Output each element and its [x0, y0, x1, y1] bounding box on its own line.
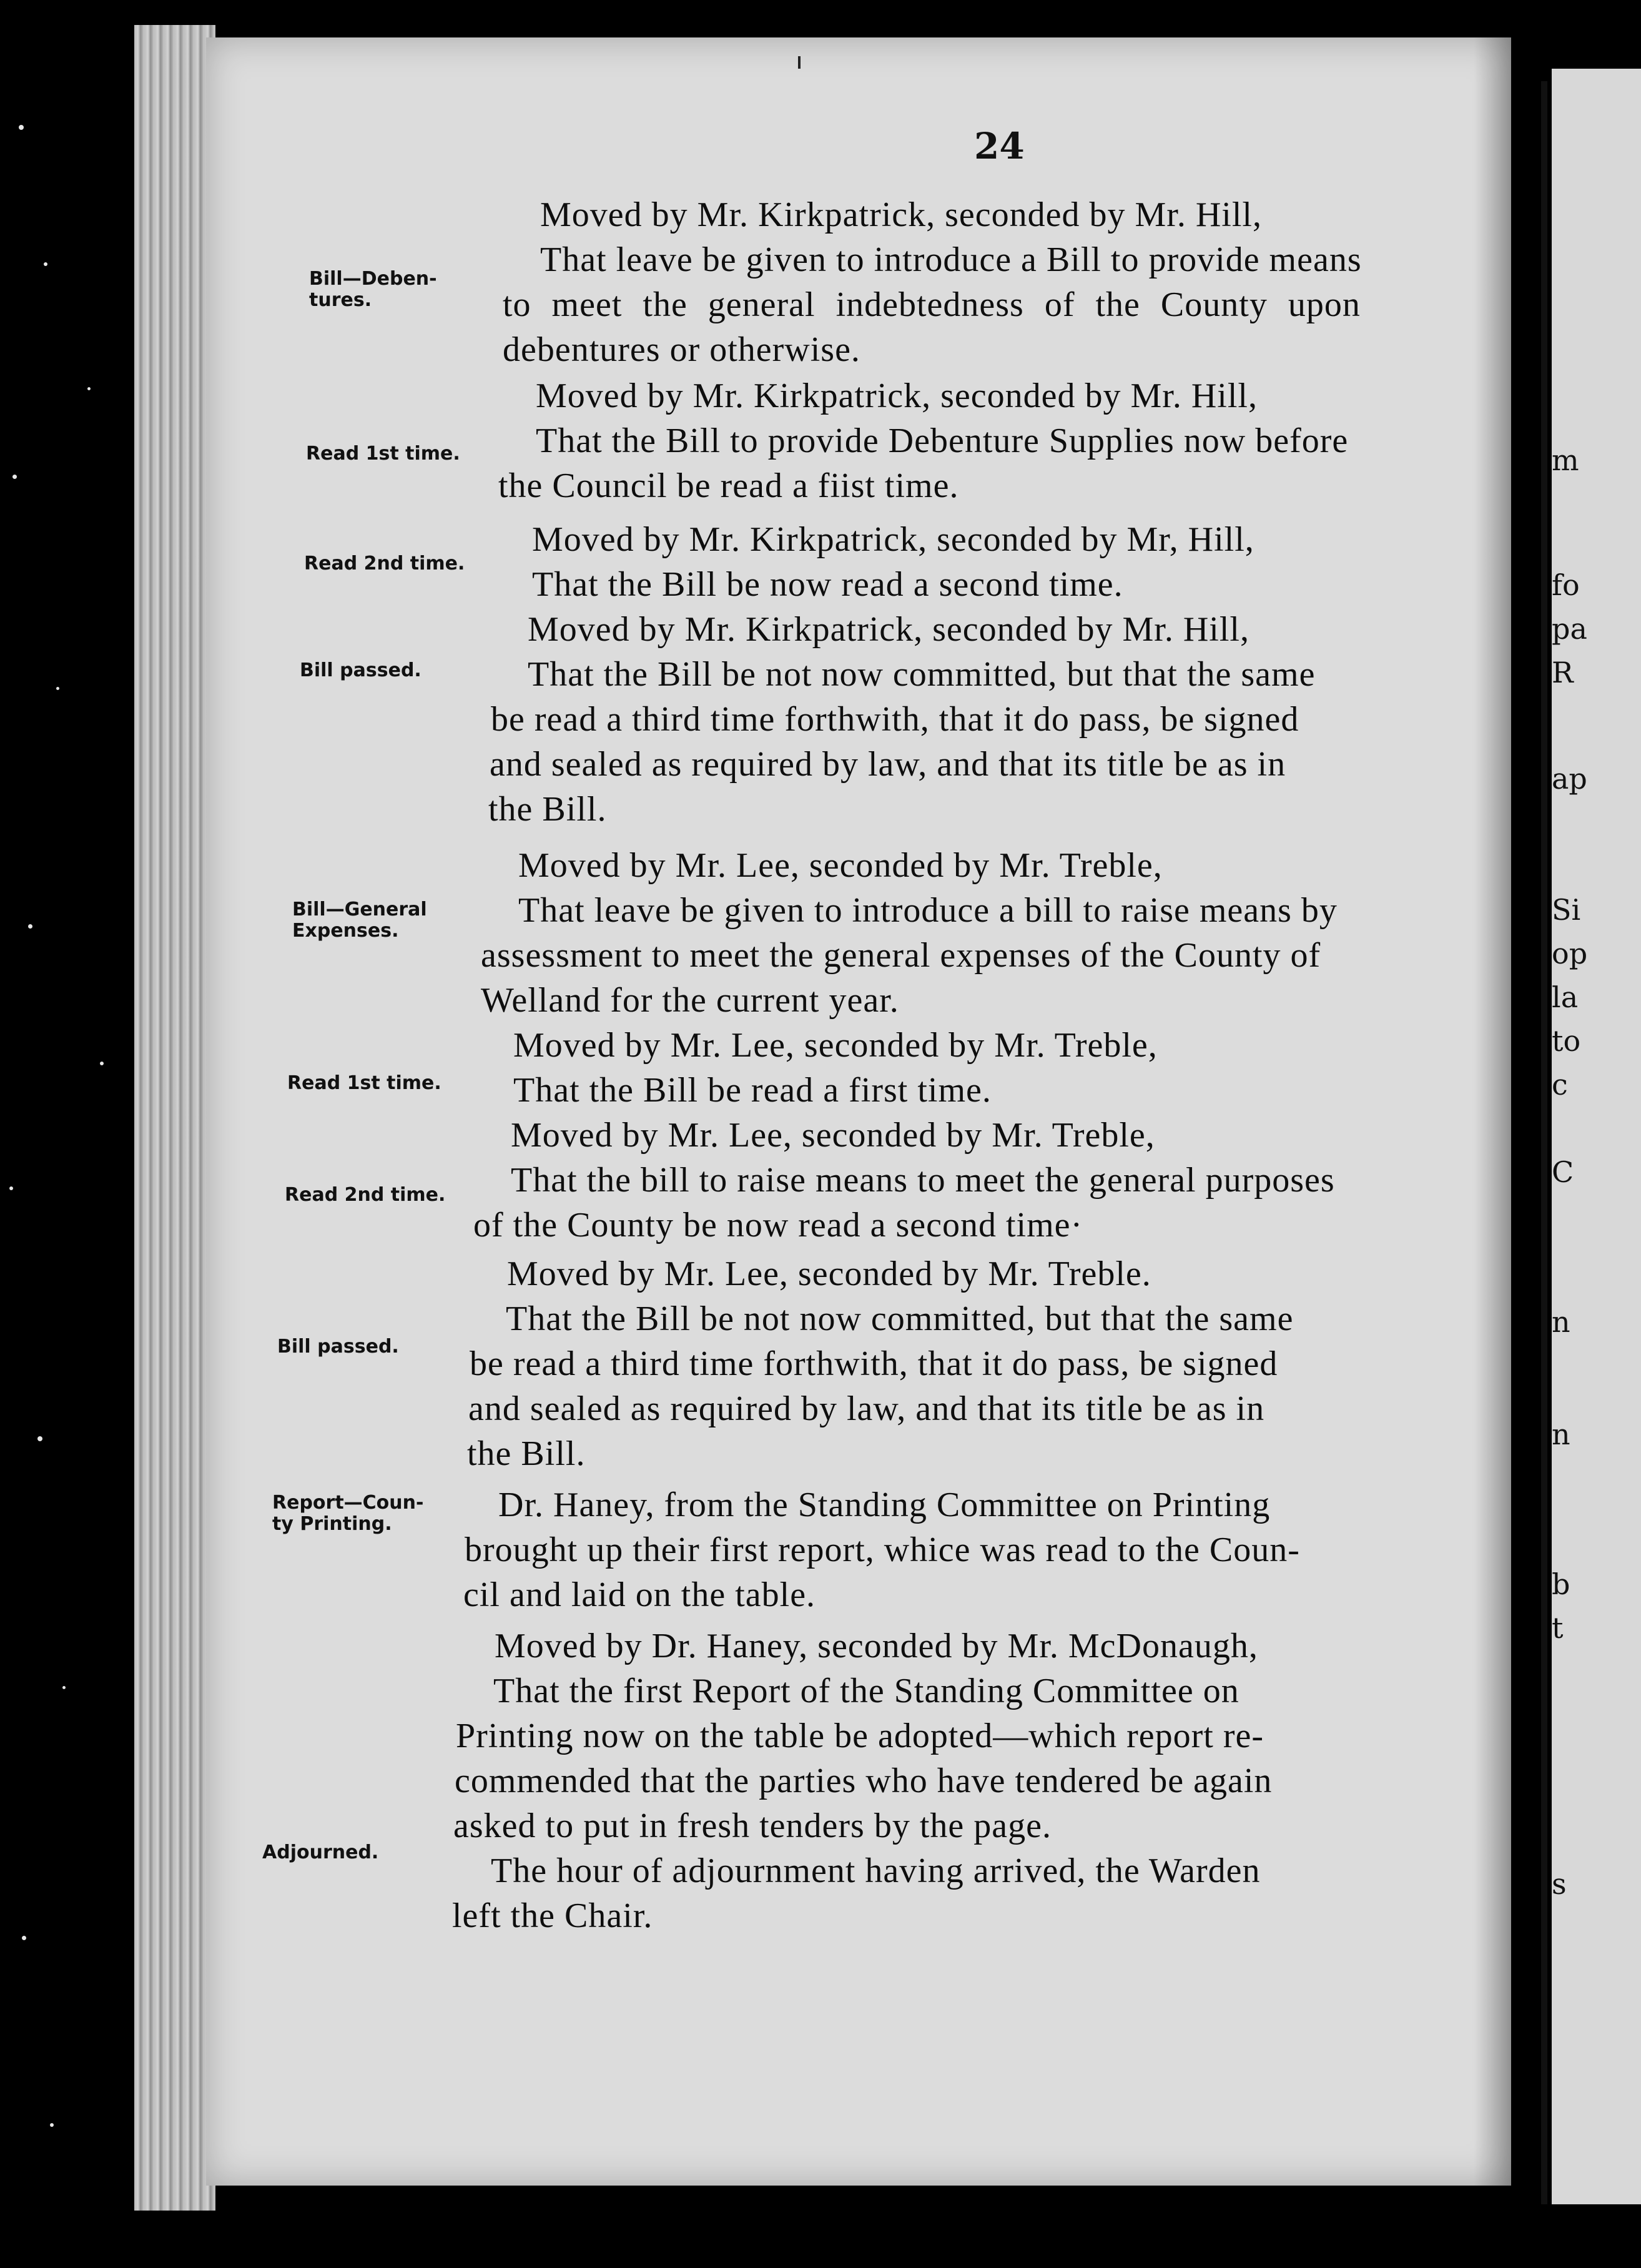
- text-line: Welland for the current year.: [481, 981, 899, 1020]
- page-number: 24: [974, 125, 1025, 167]
- text-line: Moved by Mr. Kirkpatrick, seconded by Mr. Hill,: [540, 195, 1262, 234]
- adjacent-page-fragment: R: [1552, 656, 1574, 689]
- text-line: left the Chair.: [452, 1896, 653, 1935]
- margin-note: Bill—General Expenses.: [292, 899, 427, 942]
- text-line: That leave be given to introduce a bill to raise means by: [518, 891, 1338, 930]
- text-line: That the first Report of the Standing Committee on: [493, 1672, 1239, 1710]
- margin-note: Read 2nd time.: [285, 1184, 446, 1206]
- text-line: asked to put in fresh tenders by the page.: [453, 1807, 1052, 1845]
- margin-note: Read 2nd time.: [304, 553, 465, 574]
- margin-note: Adjourned.: [262, 1842, 379, 1863]
- margin-note: Bill passed.: [277, 1336, 399, 1358]
- margin-note: Read 1st time.: [287, 1072, 441, 1094]
- text-line: debentures or otherwise.: [503, 330, 860, 369]
- text-line: Moved by Dr. Haney, seconded by Mr. McDonaugh,: [495, 1627, 1258, 1665]
- text-line: That the Bill be not now committed, but that the same: [528, 655, 1316, 694]
- text-line: Moved by Mr. Lee, seconded by Mr. Treble.: [507, 1255, 1151, 1293]
- text-line: the Bill.: [488, 790, 607, 829]
- adjacent-page-fragment: ap: [1552, 762, 1587, 796]
- margin-note: Read 1st time.: [306, 443, 460, 465]
- adjacent-page-fragment: Si: [1552, 893, 1581, 927]
- adjacent-page-fragment: b: [1552, 1567, 1570, 1601]
- adjacent-page-fragment: pa: [1552, 612, 1587, 646]
- text-line: That the Bill be not now committed, but that the same: [506, 1299, 1294, 1338]
- text-line: commended that the parties who have tendered be again: [455, 1762, 1273, 1800]
- text-line: Dr. Haney, from the Standing Committee on Printing: [498, 1486, 1271, 1524]
- text-line: That the Bill be read a first time.: [513, 1071, 992, 1110]
- text-line: Moved by Mr. Kirkpatrick, seconded by Mr. Hill,: [536, 377, 1258, 415]
- text-line: Moved by Mr. Kirkpatrick, seconded by Mr, Hill,: [532, 520, 1254, 559]
- text-line: Moved by Mr. Lee, seconded by Mr. Treble,: [518, 846, 1163, 885]
- text-line: the Council be read a fiist time.: [498, 466, 959, 505]
- text-line: assessment to meet the general expenses of the County of: [481, 936, 1321, 975]
- margin-note: Bill passed.: [300, 659, 421, 681]
- text-line: Moved by Mr. Lee, seconded by Mr. Treble,: [513, 1026, 1158, 1065]
- text-line: be read a third time forthwith, that it do pass, be signed: [491, 700, 1299, 739]
- adjacent-page-fragment: op: [1552, 937, 1588, 970]
- adjacent-page-fragment: m: [1552, 443, 1579, 477]
- adjacent-page-fragment: n: [1552, 1418, 1570, 1451]
- text-line: Printing now on the table be adopted—which report re-: [456, 1717, 1264, 1755]
- text-line: Moved by Mr. Kirkpatrick, seconded by Mr. Hill,: [528, 610, 1249, 649]
- text-line: Moved by Mr. Lee, seconded by Mr. Treble,: [511, 1116, 1155, 1155]
- text-line: and sealed as required by law, and that its title be as in: [490, 745, 1286, 784]
- adjacent-page-fragment: C: [1552, 1155, 1574, 1189]
- text-line: That the bill to raise means to meet the general purposes: [511, 1161, 1335, 1200]
- text-line: brought up their first report, whice was read to the Coun-: [465, 1531, 1300, 1569]
- adjacent-page-fragment: t: [1552, 1611, 1564, 1645]
- adjacent-page-fragment: s: [1552, 1867, 1567, 1901]
- adjacent-page-fragment: n: [1552, 1305, 1570, 1339]
- text-line: and sealed as required by law, and that its title be as in: [468, 1389, 1265, 1428]
- text-line: That the Bill to provide Debenture Supplies now before: [536, 422, 1349, 460]
- margin-note: Bill—Deben- tures.: [309, 268, 437, 311]
- adjacent-page-fragment: fo: [1552, 568, 1580, 602]
- adjacent-page-fragment: la: [1552, 980, 1579, 1014]
- adjacent-page-fragment: to: [1552, 1024, 1581, 1058]
- margin-note: Report—Coun- ty Printing.: [272, 1492, 424, 1535]
- text-line: of the County be now read a second time·: [473, 1206, 1083, 1245]
- text-line: cil and laid on the table.: [463, 1575, 816, 1614]
- text-line: That leave be given to introduce a Bill to provide means: [540, 240, 1362, 279]
- text-line: That the Bill be now read a second time.: [532, 565, 1123, 604]
- text-line: The hour of adjournment having arrived, the Warden: [491, 1851, 1261, 1890]
- text-line: the Bill.: [467, 1434, 586, 1473]
- text-line: to meet the general indebtedness of the County upon: [503, 285, 1361, 324]
- text-line: be read a third time forthwith, that it do pass, be signed: [470, 1344, 1278, 1383]
- adjacent-page-fragment: c: [1552, 1068, 1568, 1102]
